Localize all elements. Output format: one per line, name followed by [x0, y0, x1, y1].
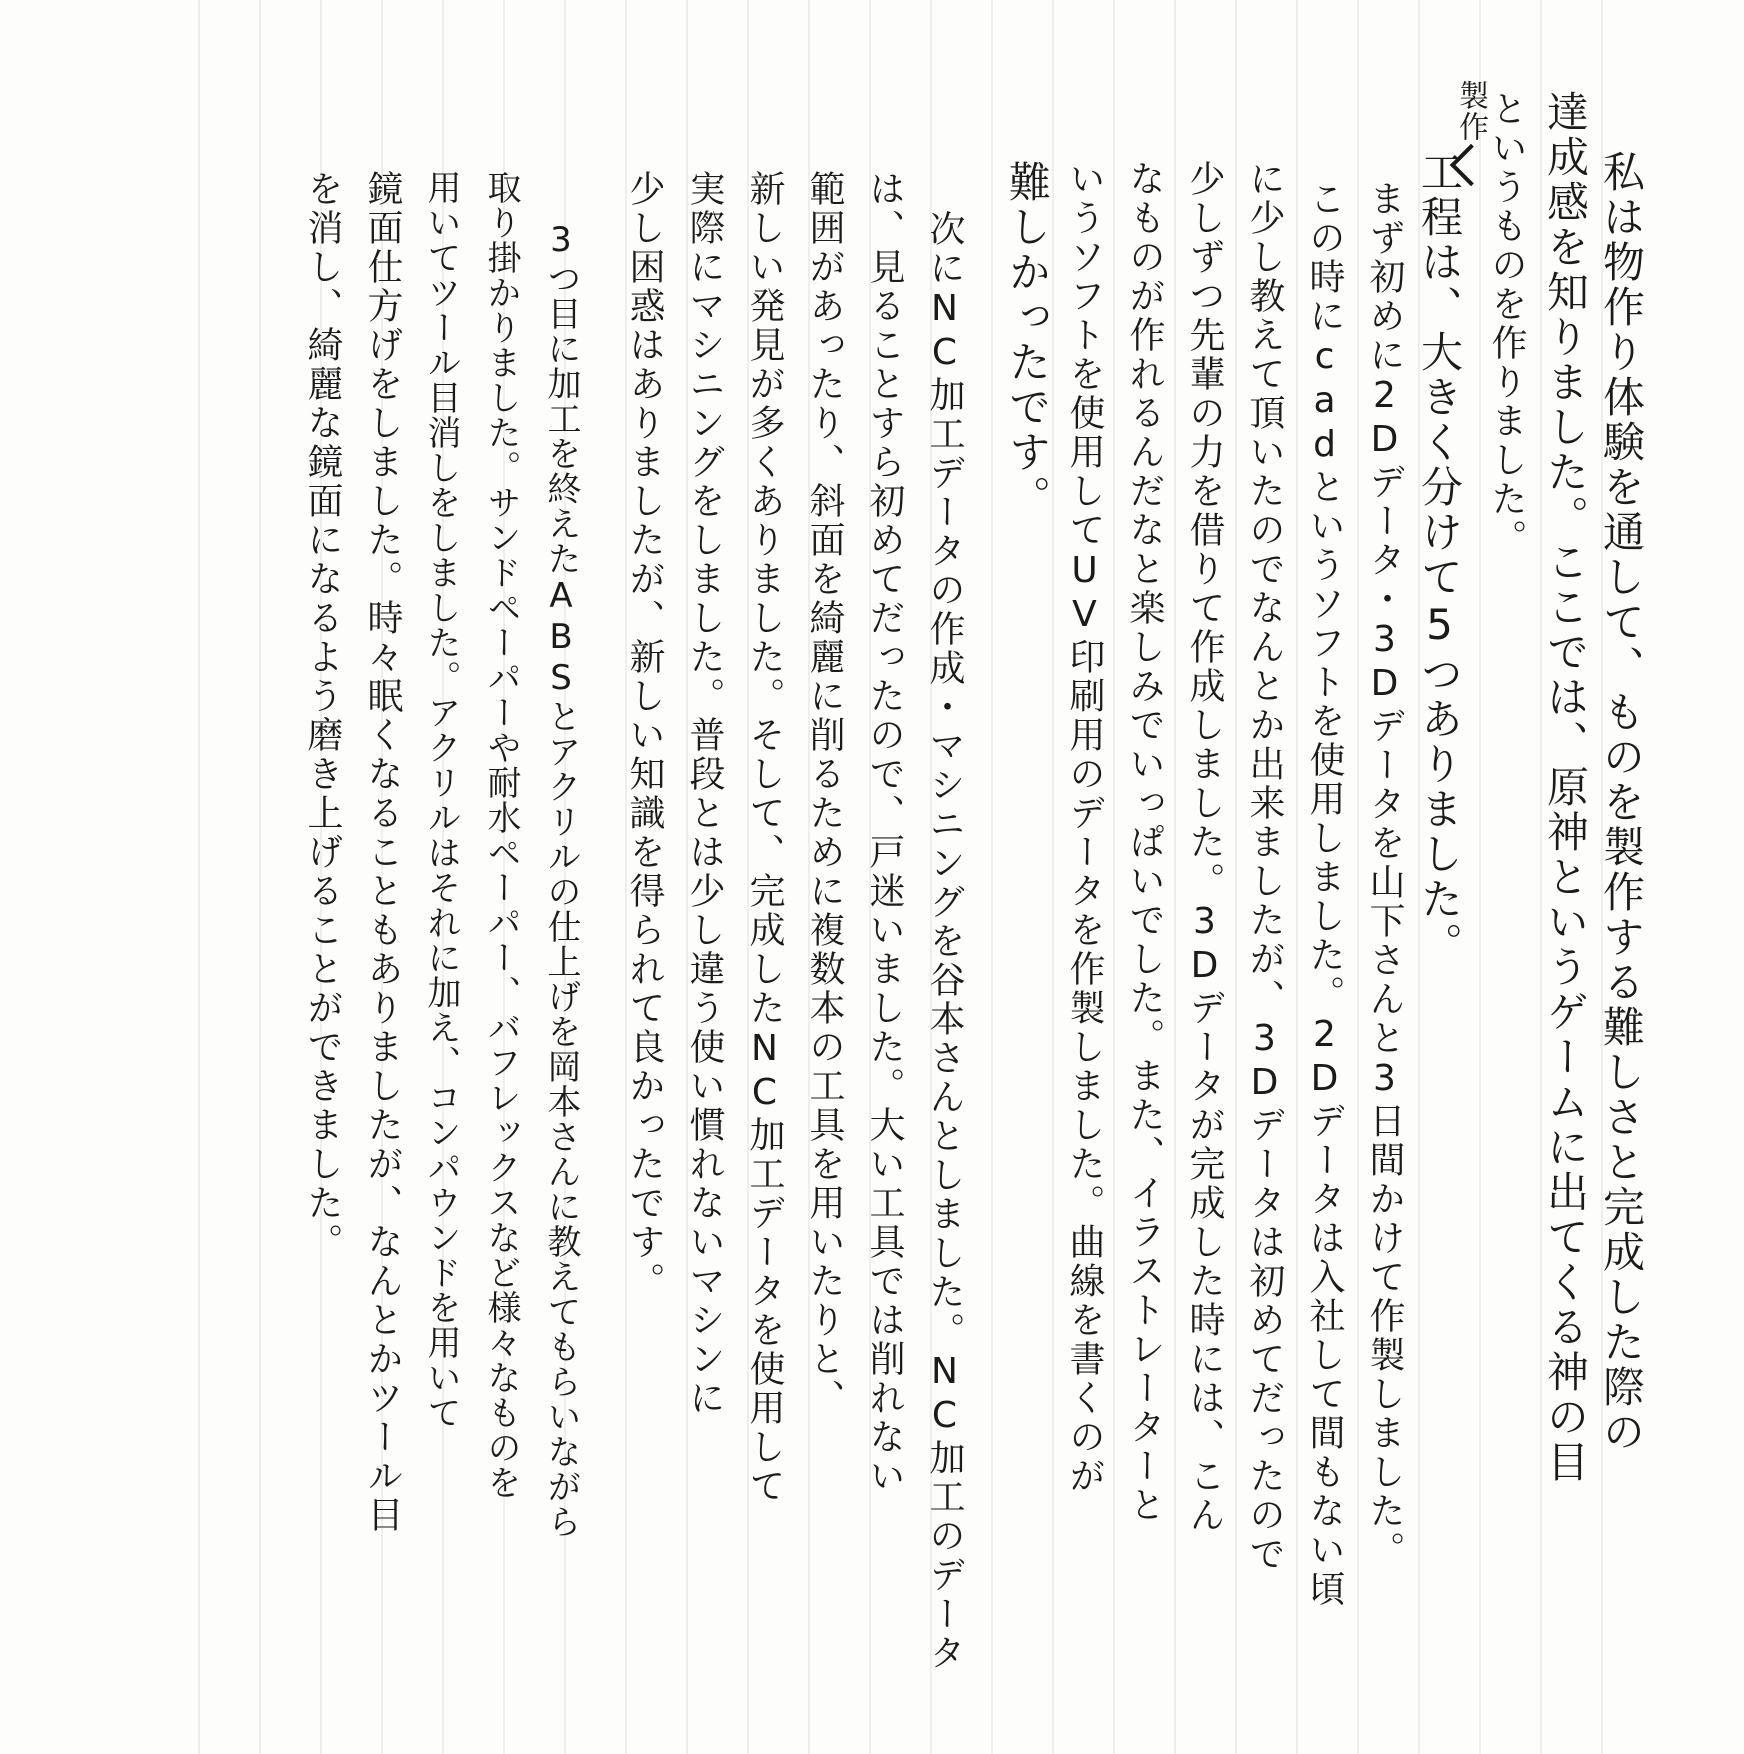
- text-line: を消し、綺麗な鏡面になるよう磨き上げることができました。: [302, 170, 343, 1262]
- text-line: 難しかったです。: [1003, 160, 1052, 520]
- text-line: 実際にマシニングをしました。普段とは少し違う使い慣れないマシンに: [684, 170, 725, 1418]
- text-line: なものが作れるんだなと楽しみでいっぱいでした。また、イラストレーターと: [1124, 160, 1165, 1525]
- text-line: 3つ目に加工を終えたABSとアクリルの仕上げを岡本さんに教えてもらいながら: [541, 220, 581, 1539]
- text-line: この時にcadというソフトを使用しました。2Dデータは入社して間もない頃: [1304, 180, 1345, 1609]
- text-line: は、見ることすら初めてだったので、戸迷いました。大い工具では削れない: [864, 170, 905, 1496]
- text-line: 私は物作り体験を通して、ものを製作する難しさと完成した際の: [1597, 150, 1646, 1455]
- text-line: 用いてツール目消しをしました。アクリルはそれに加え、コンパウンドを用いて: [421, 170, 461, 1430]
- text-line: 範囲があったり、斜面を綺麗に削るために複数本の工具を用いたりと、: [804, 170, 845, 1418]
- text-line: 工程は、大きく分けて5つありました。: [1415, 150, 1464, 967]
- text-line: いうソフトを使用してUV印刷用のデータを作製しました。曲線を書くのが: [1064, 160, 1105, 1496]
- text-line: 鏡面仕方げをしました。時々眠くなることもありましたが、なんとかツール目: [362, 170, 403, 1535]
- text-line: 達成感を知りました。ここでは、原神というゲームに出てくる神の目: [1541, 90, 1590, 1485]
- text-line: 少しずつ先輩の力を借りて作成しました。3Dデータが完成した時には、こん: [1184, 160, 1225, 1535]
- text-line: 取り掛かりました。サンドペーパーや耐水ペーパー、バフレックスなど様々なものを: [481, 170, 521, 1500]
- text-line: 新しい発見が多くありました。そして、完成したNC加工データを使用して: [744, 170, 785, 1506]
- text-line: 次にNC加工データの作成・マシニングを谷本さんとしました。NC加工のデータ: [924, 210, 965, 1673]
- text-line: まず初めに2Dデータ・3Dデータを山下さんと3日間かけて作製しました。: [1364, 180, 1405, 1570]
- insert-note: 製作: [1453, 80, 1488, 142]
- text-line: というものを作りました。: [1486, 90, 1527, 558]
- text-line: に少し教えて頂いたのでなんとか出来ましたが、3Dデータは初めてだったので: [1244, 160, 1285, 1574]
- text-line: 少し困惑はありましたが、新しい知識を得られて良かったです。: [624, 170, 665, 1301]
